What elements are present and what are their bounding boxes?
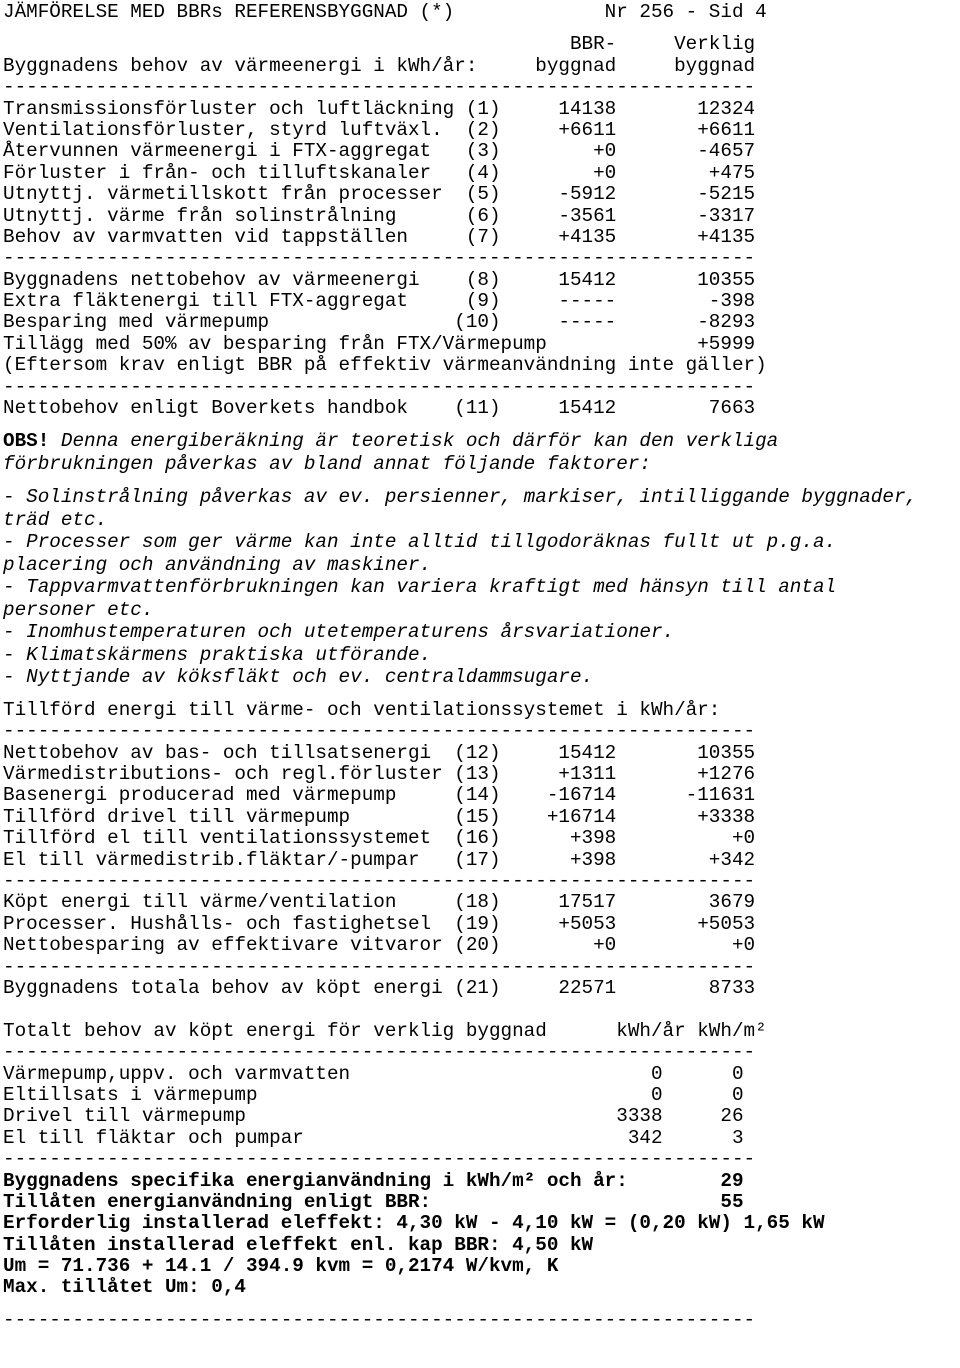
- note-bullet: - Solinstrålning påverkas av ev. persienner, markiser, intilliggande byggnader,: [3, 486, 918, 509]
- note-bullet: - Processer som ger värme kan inte alltid tillgodoräknas fullt ut p.g.a.: [3, 531, 837, 554]
- table-row: Återvunnen värmeenergi i FTX-aggregat (3) +0 -4657: [3, 140, 756, 163]
- table-row: Värmedistributions- och regl.förluster (13) +1311 +1276: [3, 763, 756, 786]
- note-bullet-cont: placering och användning av maskiner.: [3, 553, 432, 576]
- energy-report-page: [3, 2, 958, 1331]
- separator: -----------------------------------------------------------------: [3, 1308, 756, 1331]
- separator: -----------------------------------------------------------------: [3, 720, 756, 743]
- column-header-row-1: BBR- Verklig: [3, 33, 756, 56]
- obs-notes: [3, 430, 958, 689]
- table-row: Transmissionsförluster och luftläckning (1) 14138 12324: [3, 97, 756, 120]
- table-row: El till värmedistrib.fläktar/-pumpar (17) +398 +342: [3, 848, 756, 871]
- table-row: (Eftersom krav enligt BBR på effektiv värmeanvändning inte gäller): [3, 354, 767, 377]
- table-row: Utnyttj. värmetillskott från processer (5) -5912 -5215: [3, 183, 756, 206]
- table-row: Förluster i från- och tilluftskanaler (4) +0 +475: [3, 161, 756, 184]
- column-header-row-2: Byggnadens behov av värmeenergi i kWh/år: byggnad byggnad: [3, 54, 756, 77]
- table-row: Tillförd el till ventilationssystemet (16) +398 +0: [3, 827, 756, 850]
- table-row: Processer. Hushålls- och fastighetsel (19) +5053 +5053: [3, 912, 756, 935]
- table-row: Besparing med värmepump (10) ----- -8293: [3, 311, 756, 334]
- max-allowed-um: Max. tillåtet Um: 0,4: [3, 1276, 246, 1299]
- separator: -----------------------------------------------------------------: [3, 870, 756, 893]
- note-bullet-cont: träd etc.: [3, 508, 108, 531]
- separator: -----------------------------------------------------------------: [3, 1148, 756, 1171]
- table-row: Drivel till värmepump 3338 26: [3, 1105, 744, 1128]
- purchased-energy-table: [3, 1021, 958, 1171]
- summary-block: [3, 1171, 958, 1332]
- table-row: Tillförd drivel till värmepump (15) +16714 +3338: [3, 805, 756, 828]
- note-bullet: - Inomhustemperaturen och utetemperaturens årsvariationer.: [3, 621, 675, 644]
- table-row: Tillägg med 50% av besparing från FTX/Värmepump +5999: [3, 332, 756, 355]
- separator: -----------------------------------------------------------------: [3, 955, 756, 978]
- table-row: Köpt energi till värme/ventilation (18) 17517 3679: [3, 891, 756, 914]
- required-electric-power: Erforderlig installerad eleffekt: 4,30 kW - 4,10 kW = (0,20 kW) 1,65 kW: [3, 1212, 825, 1235]
- table-row: Extra fläktenergi till FTX-aggregat (9) ----- -398: [3, 290, 756, 313]
- table-row: El till fläktar och pumpar 342 3: [3, 1126, 744, 1149]
- table-row: Basenergi producerad med värmepump (14) -16714 -11631: [3, 784, 756, 807]
- table-row: Eltillsats i värmepump 0 0: [3, 1083, 744, 1106]
- table-row: Ventilationsförluster, styrd luftväxl. (2) +6611 +6611: [3, 118, 756, 141]
- allowed-energy-use: Tillåten energianvändning enligt BBR: 55: [3, 1190, 744, 1213]
- table-row: Nettobehov av bas- och tillsatsenergi (12) 15412 10355: [3, 741, 756, 764]
- separator: -----------------------------------------------------------------: [3, 375, 756, 398]
- obs-label: OBS!: [3, 430, 50, 453]
- table-row: Värmepump,uppv. och varmvatten 0 0: [3, 1062, 744, 1085]
- note-bullet: - Klimatskärmens praktiska utförande.: [3, 643, 432, 666]
- table-row: Utnyttj. värme från solinstrålning (6) -3561 -3317: [3, 204, 756, 227]
- allowed-electric-power: Tillåten installerad eleffekt enl. kap BBR: 4,50 kW: [3, 1233, 594, 1256]
- obs-text: Denna energiberäkning är teoretisk och därför kan den verkliga: [49, 430, 779, 453]
- table-row: Nettobesparing av effektivare vitvaror (20) +0 +0: [3, 934, 756, 957]
- total-purchased-energy-row: Byggnadens totala behov av köpt energi (21) 22571 8733: [3, 977, 756, 999]
- supplied-energy-table: [3, 700, 958, 999]
- specific-energy-use: Byggnadens specifika energianvändning i kWh/m² och år: 29: [3, 1169, 744, 1192]
- separator: -----------------------------------------------------------------: [3, 1041, 756, 1064]
- note-bullet-cont: personer etc.: [3, 598, 154, 621]
- page-header: JÄMFÖRELSE MED BBRs REFERENSBYGGNAD (*) Nr 256 - Sid 4: [3, 1, 767, 23]
- separator: -----------------------------------------------------------------: [3, 76, 756, 99]
- obs-paragraph-line-2: förbrukningen påverkas av bland annat följande faktorer:: [3, 452, 651, 475]
- section-heading: Totalt behov av köpt energi för verklig byggnad kWh/år kWh/m²: [3, 1019, 767, 1042]
- note-bullet: - Nyttjande av köksfläkt och ev. centraldammsugare.: [3, 666, 594, 689]
- um-value: Um = 71.736 + 14.1 / 394.9 kvm = 0,2174 W/kvm, K: [3, 1255, 559, 1278]
- obs-paragraph-line-1: [3, 430, 958, 453]
- separator: -----------------------------------------------------------------: [3, 247, 756, 270]
- note-bullet: - Tappvarmvattenförbrukningen kan variera kraftigt med hänsyn till antal: [3, 576, 837, 599]
- table-row: Behov av varmvatten vid tappställen (7) +4135 +4135: [3, 225, 756, 248]
- section-heading: Tillförd energi till värme- och ventilationssystemet i kWh/år:: [3, 698, 721, 721]
- net-demand-row: Nettobehov enligt Boverkets handbok (11) 15412 7663: [3, 397, 756, 420]
- table-row: Byggnadens nettobehov av värmeenergi (8) 15412 10355: [3, 268, 756, 291]
- heating-demand-table: [3, 34, 958, 419]
